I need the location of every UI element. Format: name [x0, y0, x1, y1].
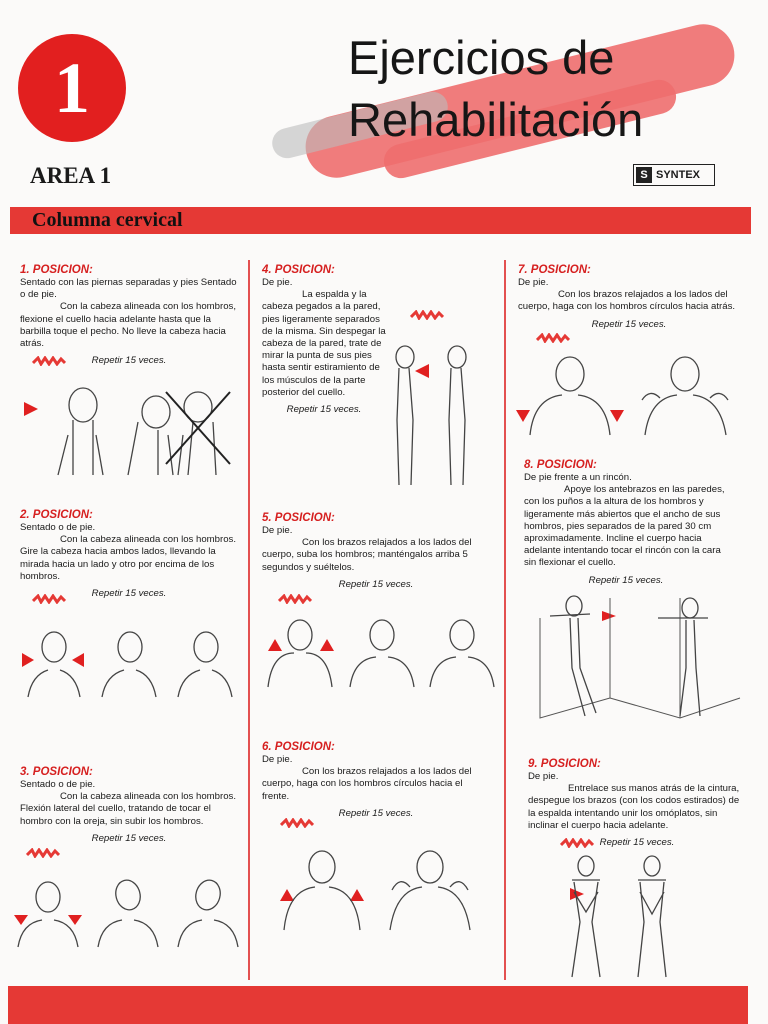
exercise-body: Apoye los antebrazos en las paredes, con los puños a la altura de los hombros y ligeramente más abiertos que el ancho de sus hombros, pies separados de la pared 30 cm aproximadamente. Incline el cuerpo hacia adelante intentando tocar el rincón con la cara sin flexionar el cuello. — [524, 484, 725, 569]
exercise-heading: 8. POSICION: — [524, 459, 597, 471]
area-label: AREA 1 — [30, 163, 112, 188]
column-divider — [504, 260, 506, 980]
column-divider — [248, 260, 250, 980]
exercise-1 — [20, 263, 238, 367]
arrow-icon — [415, 364, 429, 378]
arrow-icon — [320, 639, 334, 651]
exercise-position: De pie. — [262, 525, 293, 536]
scribble-icon — [32, 356, 66, 366]
exercise-heading: 4. POSICION: — [262, 264, 335, 276]
exercise-repeat: Repetir 15 veces. — [91, 588, 167, 600]
arrow-icon — [68, 915, 82, 925]
exercise-position: De pie. — [262, 277, 293, 288]
exercise-heading: 9. POSICION: — [528, 758, 601, 770]
arrow-icon — [610, 410, 624, 422]
exercise-body: Entrelace sus manos atrás de la cintura, despegue los brazos (con los codos estirados) de la espalda intentando unir los omóplatos, sin inclinar el cuerpo hacia adelante. — [528, 783, 740, 831]
exercise-heading: 6. POSICION: — [262, 741, 335, 753]
exercise-heading: 5. POSICION: — [262, 512, 335, 524]
exercise-2 — [20, 508, 238, 600]
scribble-icon — [560, 838, 594, 848]
syntex-logo-mark-icon: S — [636, 167, 652, 183]
exercise-body: Con la cabeza alineada con los hombros. Gire la cabeza hacia ambos lados, llevando la mirada hacia un lado y otro por encima de los hombros. — [20, 534, 236, 582]
exercise-3 — [20, 765, 238, 845]
exercise-position: De pie frente a un rincón. — [524, 472, 632, 483]
cross-out-icon — [166, 392, 230, 464]
exercise-repeat: Repetir 15 veces. — [591, 318, 667, 330]
area-number-badge: 1 — [18, 34, 126, 142]
exercise-position: Sentado o de pie. — [20, 522, 96, 533]
exercise-6 — [262, 740, 490, 820]
exercise-7-figures — [510, 350, 740, 440]
exercise-repeat: Repetir 15 veces. — [91, 832, 167, 844]
scribble-icon — [278, 594, 312, 604]
scribble-icon — [26, 848, 60, 858]
exercise-position: De pie. — [528, 771, 559, 782]
exercise-repeat: Repetir 15 veces. — [91, 355, 167, 367]
exercise-2-figures — [18, 625, 248, 700]
arrow-icon — [22, 653, 34, 667]
exercise-3-figures — [10, 875, 245, 950]
arrow-icon — [268, 639, 282, 651]
exercise-9 — [528, 757, 746, 849]
exercise-heading: 2. POSICION: — [20, 509, 93, 521]
exercise-body: La espalda y la cabeza pegados a la pared, pies ligeramente separados de la misma. Sin despegar la cabeza de la pared, trate de mirar la punta de sus pies hasta sentir estiramiento de los músculos de la parte posterior del cuello. — [262, 289, 386, 398]
section-title: Columna cervical — [32, 209, 183, 231]
exercise-heading: 7. POSICION: — [518, 264, 591, 276]
page-title-line2: Rehabilitación — [348, 93, 644, 146]
exercise-7 — [518, 263, 740, 331]
exercise-5-figures — [262, 615, 502, 690]
exercise-position: Sentado con las piernas separadas y pies Sentado o de pie. — [20, 277, 237, 301]
exercise-body: Con los brazos relajados a los lados del cuerpo, suba los hombros; manténgalos arriba 5 segundos y suéltelos. — [262, 537, 472, 573]
exercise-repeat: Repetir 15 veces. — [338, 807, 414, 819]
scribble-icon — [32, 594, 66, 604]
exercise-heading: 3. POSICION: — [20, 766, 93, 778]
scribble-icon — [410, 310, 444, 320]
exercise-8 — [524, 458, 728, 587]
exercise-repeat: Repetir 15 veces. — [338, 578, 414, 590]
scribble-icon — [536, 333, 570, 343]
exercise-position: De pie. — [262, 754, 293, 765]
exercise-6-figures — [270, 845, 500, 935]
scribble-icon — [280, 818, 314, 828]
exercise-body: Con los brazos relajados a los lados del cuerpo, haga con los hombros círculos hacia atrás. — [518, 289, 736, 313]
exercise-9-figures — [560, 852, 690, 982]
syntex-logo-text: SYNTEX — [656, 169, 701, 181]
exercise-4-figures — [385, 340, 485, 490]
arrow-icon — [602, 611, 616, 621]
page-title-line1: Ejercicios de — [348, 31, 615, 84]
arrow-icon — [24, 402, 38, 416]
arrow-icon — [516, 410, 530, 422]
exercise-4 — [262, 263, 386, 416]
exercise-body: Con los brazos relajados a los lados del cuerpo, haga con los hombros círculos hacia el frente. — [262, 766, 472, 802]
exercise-body: Con la cabeza alineada con los hombros. Flexión lateral del cuello, tratando de tocar el hombro con la oreja, sin subir los hombros. — [20, 791, 236, 827]
arrow-icon — [14, 915, 28, 925]
exercise-repeat: Repetir 15 veces. — [286, 404, 362, 416]
exercise-heading: 1. POSICION: — [20, 264, 93, 276]
arrow-icon — [280, 889, 294, 901]
exercise-body: Con la cabeza alineada con los hombros, flexione el cuello hacia adelante hasta que la barbilla toque el pecho. No lleve la cabeza hacia atrás. — [20, 301, 236, 350]
syntex-logo — [633, 164, 715, 186]
exercise-repeat: Repetir 15 veces. — [599, 837, 675, 849]
footer-band — [8, 986, 748, 1024]
exercise-8-figures — [530, 588, 745, 738]
exercise-repeat: Repetir 15 veces. — [588, 574, 664, 586]
section-band — [10, 207, 751, 234]
exercise-position: Sentado o de pie. — [20, 779, 96, 790]
arrow-icon — [72, 653, 84, 667]
exercise-5 — [262, 511, 490, 591]
exercise-1-figures — [18, 380, 248, 480]
exercise-position: De pie. — [518, 277, 549, 288]
arrow-icon — [350, 889, 364, 901]
